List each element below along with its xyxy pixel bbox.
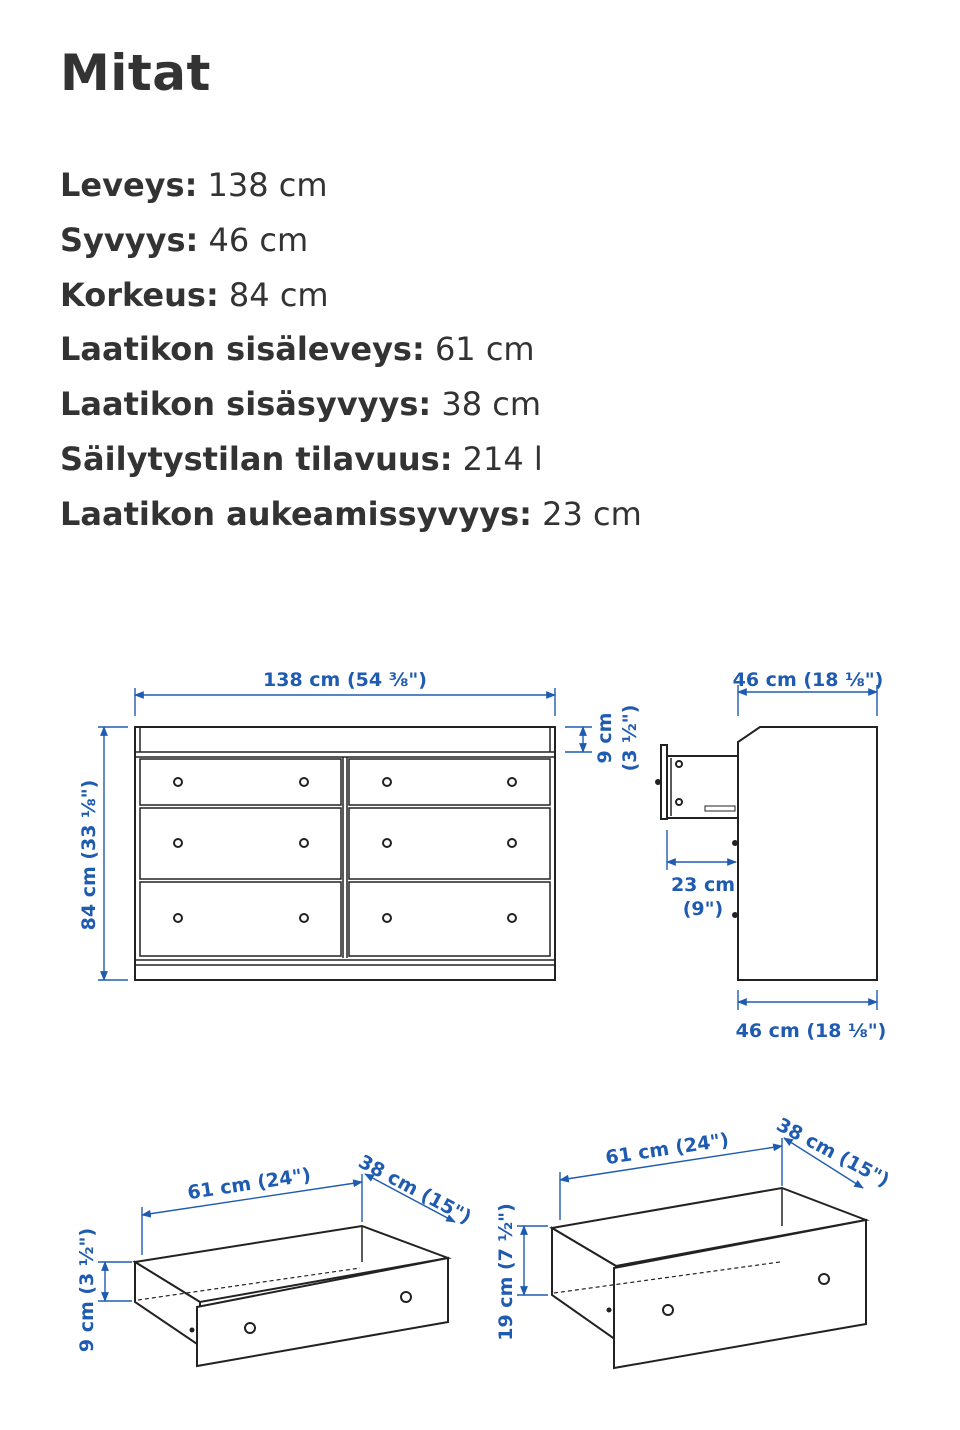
spec-value: 46 cm <box>208 220 309 259</box>
spec-label: Säilytystilan tilavuus: <box>60 439 453 478</box>
knob-icon <box>300 914 308 922</box>
front-view <box>78 669 641 980</box>
knob-icon <box>383 914 391 922</box>
small-drawer-depth-label: 38 cm (15") <box>354 1150 475 1229</box>
knob-icon <box>245 1323 255 1333</box>
knob-icon <box>401 1292 411 1302</box>
small-drawer-view <box>76 1151 475 1366</box>
spec-label: Laatikon sisäsyvyys: <box>60 385 432 424</box>
spec-label: Leveys: <box>60 166 198 204</box>
small-drawer-height-label: 9 cm (3 ½") <box>76 1227 98 1353</box>
top-gap-label-in: (3 ½") <box>619 704 641 772</box>
knob-icon <box>508 839 516 847</box>
knob-icon <box>508 914 516 922</box>
spec-value: 61 cm <box>434 330 535 369</box>
large-drawer-view <box>495 1114 893 1368</box>
cabinet-outline <box>135 727 555 980</box>
spec-value: 214 l <box>462 439 543 478</box>
spec-value: 138 cm <box>207 166 328 204</box>
small-drawer-width-label: 61 cm (24") <box>185 1163 313 1205</box>
side-outline <box>738 727 877 980</box>
large-drawer-width-label: 61 cm (24") <box>603 1128 731 1170</box>
knob-icon <box>508 778 516 786</box>
side-depth-top-label: 46 cm (18 ⅛") <box>732 669 884 691</box>
spec-value: 84 cm <box>228 275 329 314</box>
knob-icon <box>174 778 182 786</box>
side-depth-bottom-label: 46 cm (18 ⅛") <box>735 1020 887 1042</box>
knob-icon <box>174 914 182 922</box>
knob-icon <box>300 839 308 847</box>
front-width-label: 138 cm (54 ⅜") <box>263 669 427 691</box>
opening-depth-label-cm: 23 cm <box>670 874 736 896</box>
knob-icon <box>819 1274 829 1284</box>
large-drawer-height-label: 19 cm (7 ½") <box>495 1203 517 1341</box>
spec-label: Laatikon aukeamissyvyys: <box>60 494 532 533</box>
large-drawer-depth-label: 38 cm (15") <box>772 1113 893 1192</box>
spec-label: Laatikon sisäleveys: <box>60 330 425 369</box>
top-gap-label-cm: 9 cm <box>594 712 616 764</box>
side-view <box>655 669 886 1042</box>
spec-label: Syvyys: <box>60 220 199 259</box>
page-title: Mitat <box>60 44 211 102</box>
knob-icon <box>383 778 391 786</box>
front-height-label: 84 cm (33 ⅛") <box>78 779 100 931</box>
spec-value: 38 cm <box>441 385 541 424</box>
knob-icon <box>663 1305 673 1315</box>
knob-icon <box>300 778 308 786</box>
knob-icon <box>174 839 182 847</box>
spec-value: 23 cm <box>542 494 642 533</box>
spec-label: Korkeus: <box>60 275 219 314</box>
knob-icon <box>383 839 391 847</box>
opening-depth-label-in: (9") <box>682 898 724 920</box>
